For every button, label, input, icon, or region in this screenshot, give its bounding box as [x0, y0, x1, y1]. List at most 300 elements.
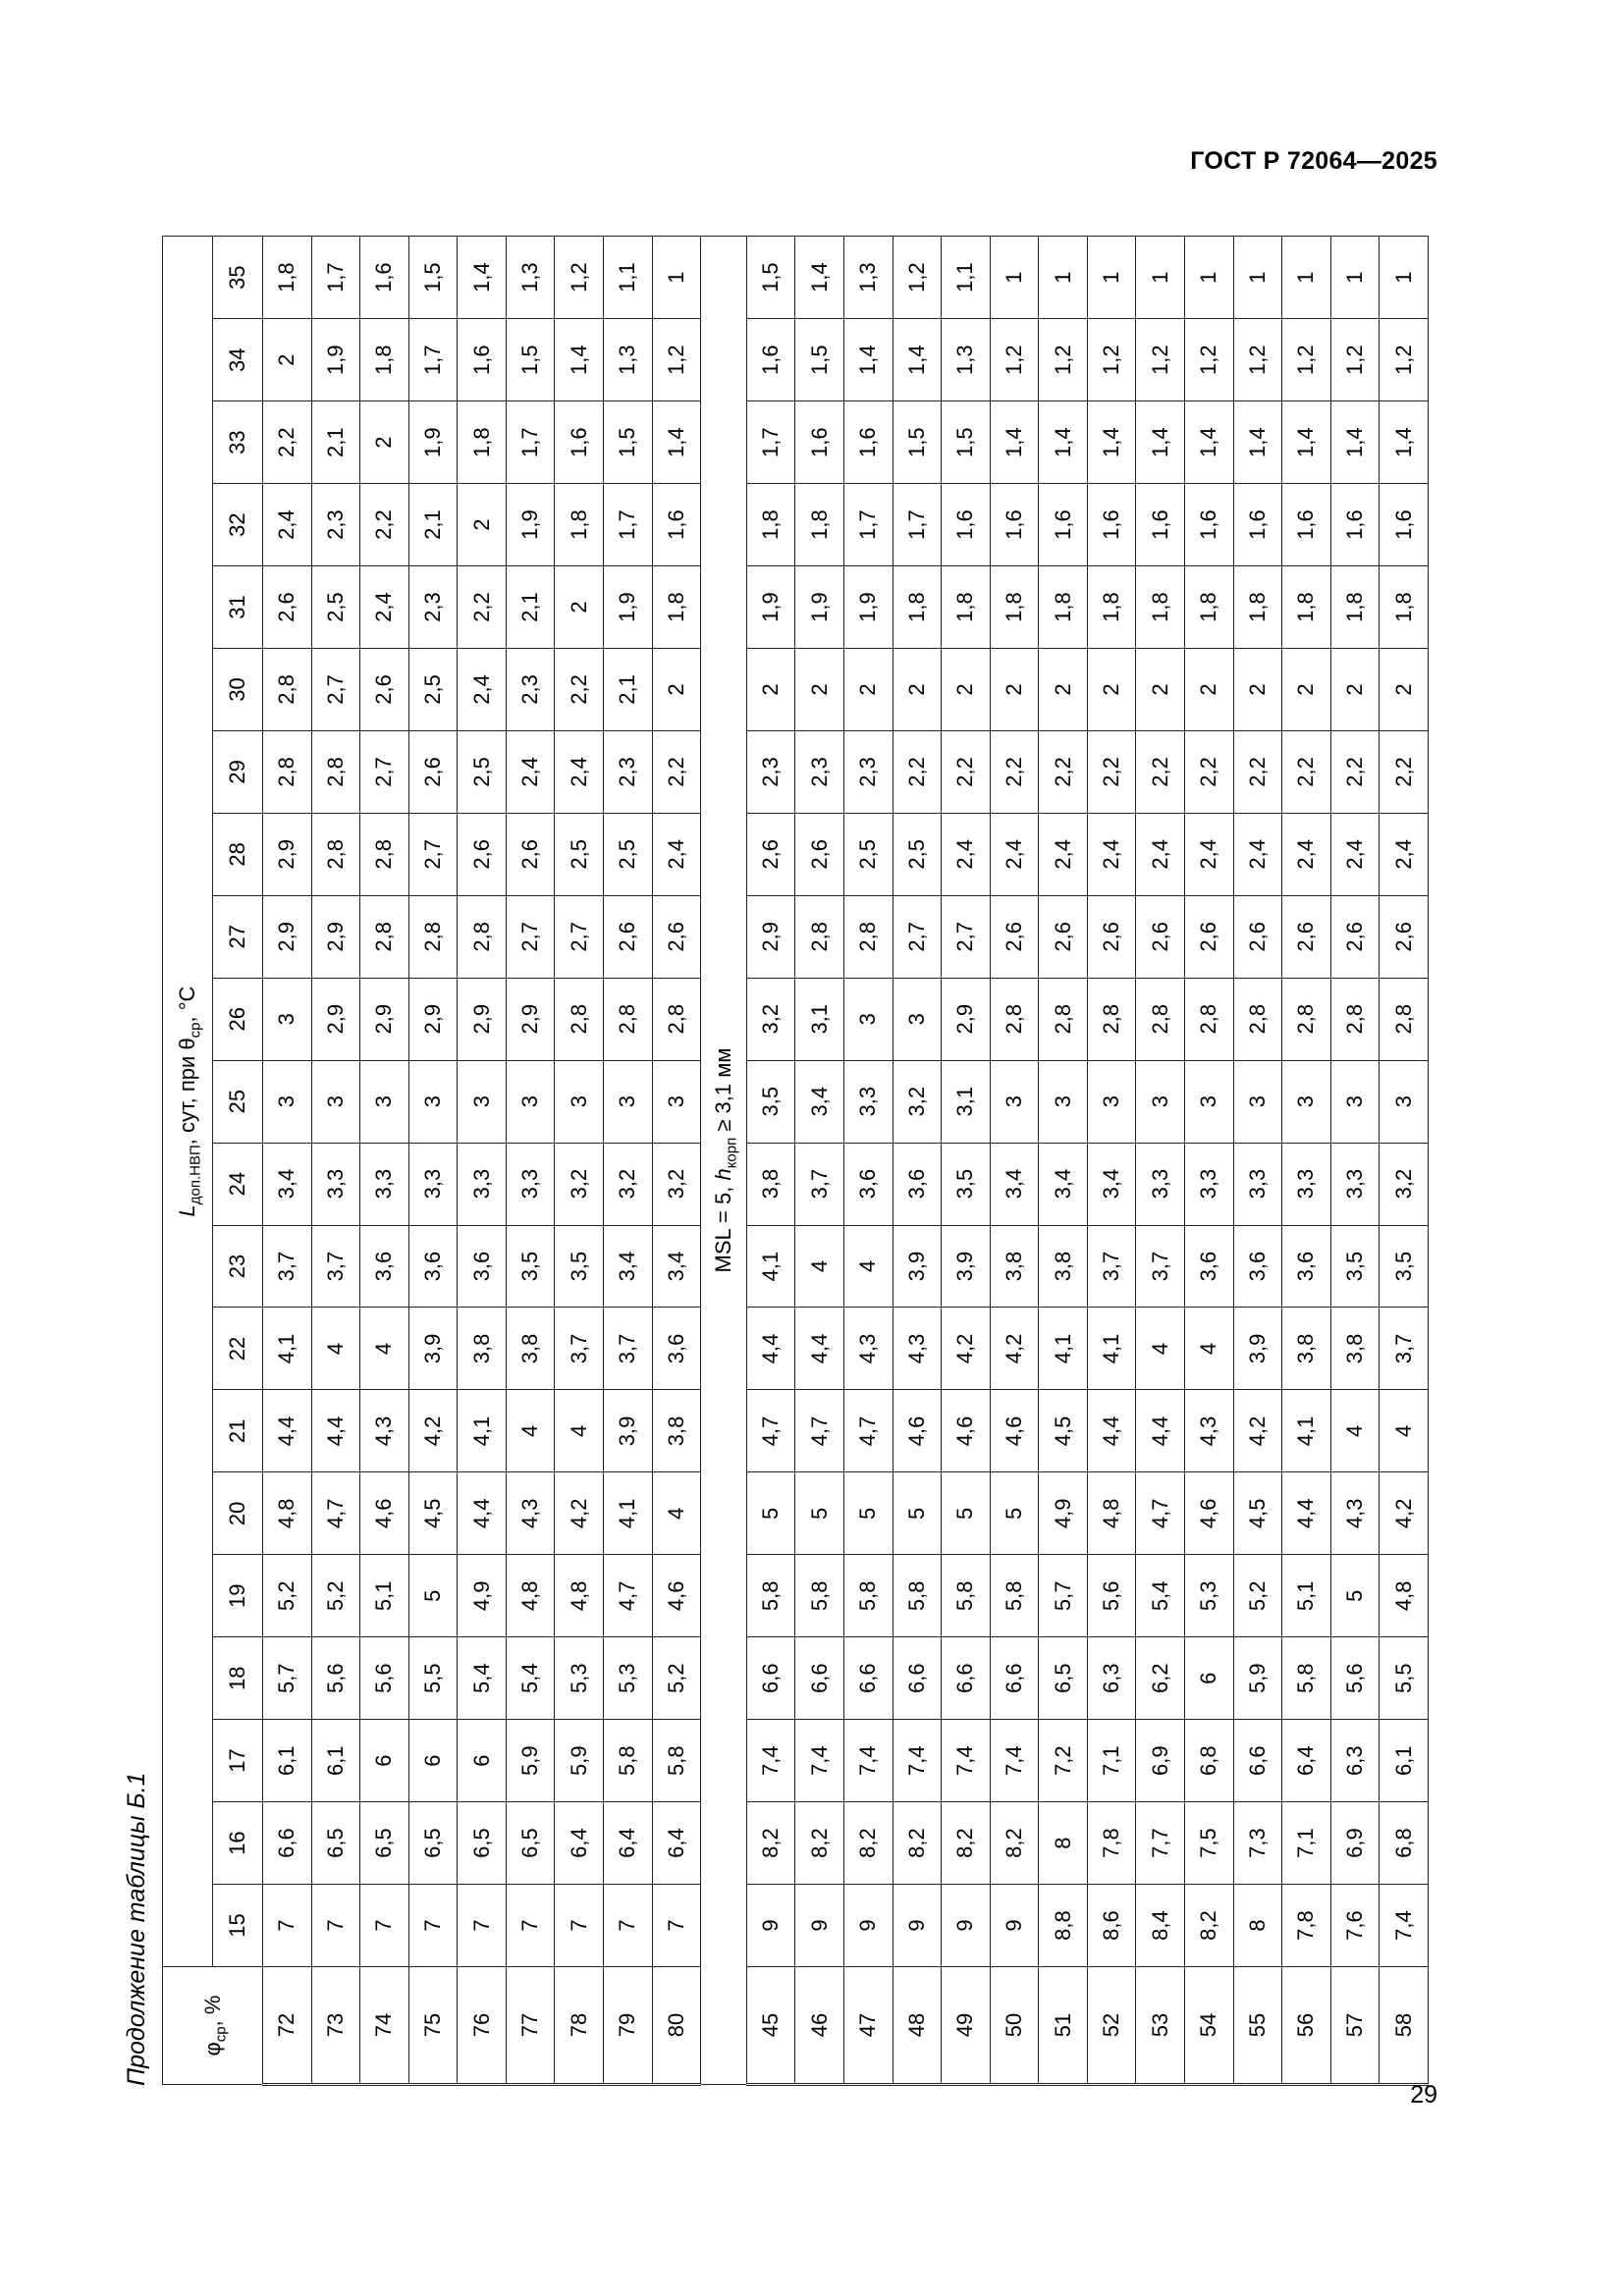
table-cell: 3	[893, 978, 942, 1060]
table-cell: 2,6	[746, 813, 795, 895]
table-cell: 3,6	[652, 1308, 701, 1390]
table-row	[1087, 237, 1136, 2085]
table-cell: 2,8	[795, 895, 844, 978]
table-cell: 2	[458, 484, 507, 566]
row-phi-value: 78	[555, 1967, 604, 2085]
temperature-col-header: 25	[213, 1060, 263, 1143]
table-cell: 6,6	[843, 1637, 893, 1720]
table-cell: 3,9	[604, 1390, 653, 1472]
table-cell: 3,2	[652, 1143, 701, 1225]
table-cell: 2,4	[506, 730, 555, 813]
table-cell: 2,8	[1087, 978, 1136, 1060]
table-cell: 4	[311, 1308, 360, 1390]
table-cell: 8,6	[1087, 1885, 1136, 1967]
table-cell: 7	[311, 1885, 360, 1967]
table-cell: 3,6	[1282, 1225, 1331, 1308]
table-cell: 2,9	[263, 895, 312, 978]
table-cell: 1,7	[311, 237, 360, 319]
table-cell: 2,2	[1330, 730, 1380, 813]
table-cell: 4,6	[1184, 1472, 1233, 1555]
table-cell: 1	[1330, 237, 1380, 319]
table-cell: 6,1	[1380, 1720, 1429, 1802]
row-phi-value: 51	[1039, 1967, 1088, 2085]
table-cell: 3,4	[263, 1143, 312, 1225]
table-cell: 2,8	[1233, 978, 1282, 1060]
table-cell: 1,4	[1184, 401, 1233, 484]
row-phi-value: 55	[1233, 1967, 1282, 2085]
table-row	[795, 237, 844, 2085]
table-cell: 3,3	[311, 1143, 360, 1225]
table-cell: 2,1	[604, 649, 653, 731]
table-cell: 1,5	[942, 401, 991, 484]
table-cell: 1,7	[746, 401, 795, 484]
table-cell: 2,1	[506, 566, 555, 649]
table-cell: 2,9	[311, 978, 360, 1060]
table-cell: 3,6	[1233, 1225, 1282, 1308]
table-cell: 1,9	[311, 319, 360, 401]
table-cell: 1,9	[408, 401, 458, 484]
table-cell: 3,7	[555, 1308, 604, 1390]
temperature-col-header: 24	[213, 1143, 263, 1225]
table-cell: 1,2	[652, 319, 701, 401]
table-cell: 1,8	[360, 319, 409, 401]
table-cell: 4,1	[1282, 1390, 1331, 1472]
table-cell: 2,8	[311, 730, 360, 813]
table-cell: 2,6	[604, 895, 653, 978]
table-cell: 6,8	[1380, 1802, 1429, 1885]
table-cell: 1,6	[458, 319, 507, 401]
table-row	[311, 237, 360, 2085]
table-cell: 4,4	[1136, 1390, 1185, 1472]
table-cell: 1,6	[1282, 484, 1331, 566]
table-cell: 4,7	[843, 1390, 893, 1472]
table-cell: 1,4	[843, 319, 893, 401]
table-cell: 3,4	[652, 1225, 701, 1308]
table-cell: 2,2	[360, 484, 409, 566]
table-cell: 2,8	[990, 978, 1039, 1060]
table-cell: 1,6	[1233, 484, 1282, 566]
table-cell: 2,7	[942, 895, 991, 978]
table-cell: 1	[1039, 237, 1088, 319]
table-cell: 2,6	[1184, 895, 1233, 978]
table-cell: 8,2	[1184, 1885, 1233, 1967]
table-cell: 4	[652, 1472, 701, 1555]
table-cell: 7	[555, 1885, 604, 1967]
table-cell: 4	[795, 1225, 844, 1308]
table-cell: 6,4	[555, 1802, 604, 1885]
table-cell: 1	[1087, 237, 1136, 319]
table-cell: 4,7	[795, 1390, 844, 1472]
table-cell: 3,1	[795, 978, 844, 1060]
table-cell: 2,2	[458, 566, 507, 649]
table-cell: 6,1	[263, 1720, 312, 1802]
table-cell: 9	[746, 1885, 795, 1967]
table-cell: 3,8	[990, 1225, 1039, 1308]
temperature-col-header: 26	[213, 978, 263, 1060]
table-cell: 3,5	[942, 1143, 991, 1225]
table-cell: 2,3	[746, 730, 795, 813]
table-cell: 4,3	[360, 1390, 409, 1472]
table-cell: 6,5	[408, 1802, 458, 1885]
table-cell: 6,5	[360, 1802, 409, 1885]
table-cell: 2,3	[843, 730, 893, 813]
table-cell: 8,2	[893, 1802, 942, 1885]
row-phi-value: 47	[843, 1967, 893, 2085]
temperature-col-header: 35	[213, 237, 263, 319]
table-cell: 2,8	[1136, 978, 1185, 1060]
table-cell: 5,1	[1282, 1555, 1331, 1637]
table-cell: 1,4	[652, 401, 701, 484]
table-cell: 3,5	[506, 1225, 555, 1308]
table-cell: 7	[604, 1885, 653, 1967]
table-cell: 3,3	[458, 1143, 507, 1225]
table-block-b	[746, 237, 1428, 2085]
table-row	[942, 237, 991, 2085]
table-row	[1039, 237, 1088, 2085]
table-row	[652, 237, 701, 2085]
row-phi-value: 58	[1380, 1967, 1429, 2085]
table-cell: 2,1	[311, 401, 360, 484]
table-row	[604, 237, 653, 2085]
table-caption: Продолжение таблицы Б.1	[123, 1772, 150, 2086]
table-cell: 5,8	[652, 1720, 701, 1802]
table-cell: 4,2	[1380, 1472, 1429, 1555]
table-cell: 2,4	[1136, 813, 1185, 895]
table-cell: 3,6	[1184, 1225, 1233, 1308]
table-cell: 2,9	[746, 895, 795, 978]
table-cell: 6,3	[1330, 1720, 1380, 1802]
table-cell: 3	[652, 1060, 701, 1143]
table-cell: 1,8	[746, 484, 795, 566]
table-cell: 1,8	[1233, 566, 1282, 649]
table-cell: 1,5	[893, 401, 942, 484]
table-cell: 2,8	[652, 978, 701, 1060]
table-cell: 2,5	[408, 649, 458, 731]
table-cell: 4	[555, 1390, 604, 1472]
table-cell: 3,2	[604, 1143, 653, 1225]
table-cell: 2,5	[893, 813, 942, 895]
table-cell: 2,8	[458, 895, 507, 978]
table-cell: 3,6	[360, 1225, 409, 1308]
table-cell: 7,4	[843, 1720, 893, 1802]
table-cell: 2,2	[942, 730, 991, 813]
table-cell: 2,8	[311, 813, 360, 895]
table-cell: 1,6	[1136, 484, 1185, 566]
table-row	[843, 237, 893, 2085]
table-cell: 4,5	[1233, 1472, 1282, 1555]
table-cell: 2,4	[1330, 813, 1380, 895]
table-cell: 3	[990, 1060, 1039, 1143]
table-cell: 4,4	[746, 1308, 795, 1390]
table-cell: 6,5	[1039, 1637, 1088, 1720]
table-cell: 5	[843, 1472, 893, 1555]
table-cell: 2,8	[555, 978, 604, 1060]
temperature-col-header: 19	[213, 1555, 263, 1637]
table-cell: 2,2	[1136, 730, 1185, 813]
temperature-col-header: 30	[213, 649, 263, 731]
table-cell: 3	[263, 1060, 312, 1143]
table-cell: 2,2	[1087, 730, 1136, 813]
table-cell: 5,8	[1282, 1637, 1331, 1720]
table-cell: 1,7	[506, 401, 555, 484]
table-cell: 8,2	[843, 1802, 893, 1885]
table-cell: 4,3	[1330, 1472, 1380, 1555]
table-cell: 1,6	[795, 401, 844, 484]
table-cell: 2,6	[1233, 895, 1282, 978]
table-cell: 4,7	[1136, 1472, 1185, 1555]
table-cell: 2	[1233, 649, 1282, 731]
table-cell: 5,8	[746, 1555, 795, 1637]
table-cell: 7	[506, 1885, 555, 1967]
table-cell: 4,3	[893, 1308, 942, 1390]
table-cell: 7	[652, 1885, 701, 1967]
table-cell: 2,4	[990, 813, 1039, 895]
table-cell: 4,6	[652, 1555, 701, 1637]
table-cell: 5,4	[458, 1637, 507, 1720]
table-cell: 4,6	[990, 1390, 1039, 1472]
table-cell: 5,5	[408, 1637, 458, 1720]
table-cell: 4,1	[746, 1225, 795, 1308]
table-cell: 2,8	[263, 730, 312, 813]
temperature-col-header: 34	[213, 319, 263, 401]
table-cell: 3,7	[1136, 1225, 1185, 1308]
table-cell: 2	[893, 649, 942, 731]
table-cell: 6,9	[1136, 1720, 1185, 1802]
table-cell: 1,6	[990, 484, 1039, 566]
row-phi-value: 56	[1282, 1967, 1331, 2085]
table-cell: 2	[746, 649, 795, 731]
table-cell: 2,6	[990, 895, 1039, 978]
table-cell: 4,3	[1184, 1390, 1233, 1472]
table-row	[990, 237, 1039, 2085]
table-cell: 7	[408, 1885, 458, 1967]
table-cell: 2	[1184, 649, 1233, 731]
table-cell: 4,2	[942, 1308, 991, 1390]
table-cell: 1	[1136, 237, 1185, 319]
table-cell: 7,4	[942, 1720, 991, 1802]
table-cell: 2,2	[1039, 730, 1088, 813]
table-cell: 4,7	[311, 1472, 360, 1555]
table-cell: 5,4	[506, 1637, 555, 1720]
table-cell: 7,7	[1136, 1802, 1185, 1885]
table-cell: 6,6	[795, 1637, 844, 1720]
table-cell: 3,9	[408, 1308, 458, 1390]
table-cell: 3,8	[652, 1390, 701, 1472]
rotated-table-area	[123, 236, 1429, 2086]
table-cell: 2,2	[1184, 730, 1233, 813]
row-phi-value: 79	[604, 1967, 653, 2085]
table-cell: 3	[1087, 1060, 1136, 1143]
table-cell: 6	[360, 1720, 409, 1802]
table-cell: 2,3	[795, 730, 844, 813]
row-phi-value: 57	[1330, 1967, 1380, 2085]
table-cell: 8,2	[746, 1802, 795, 1885]
table-cell: 1,2	[1330, 319, 1380, 401]
table-cell: 4,4	[1087, 1390, 1136, 1472]
table-cell: 6,9	[1330, 1802, 1380, 1885]
row-phi-value: 49	[942, 1967, 991, 2085]
table-cell: 2,5	[555, 813, 604, 895]
table-cell: 3,4	[990, 1143, 1039, 1225]
table-cell: 3,3	[506, 1143, 555, 1225]
table-cell: 5,3	[555, 1637, 604, 1720]
table-row	[555, 237, 604, 2085]
table-cell: 7,3	[1233, 1802, 1282, 1885]
table-cell: 8	[1233, 1885, 1282, 1967]
table-cell: 5	[1330, 1555, 1380, 1637]
table-cell: 4	[360, 1308, 409, 1390]
table-cell: 3,3	[1330, 1143, 1380, 1225]
table-cell: 6,4	[1282, 1720, 1331, 1802]
table-cell: 5,9	[555, 1720, 604, 1802]
table-cell: 2,4	[1233, 813, 1282, 895]
table-cell: 1,6	[942, 484, 991, 566]
table-cell: 3,7	[263, 1225, 312, 1308]
table-cell: 5	[746, 1472, 795, 1555]
table-cell: 7	[458, 1885, 507, 1967]
table-cell: 3,6	[893, 1143, 942, 1225]
table-cell: 4,5	[408, 1472, 458, 1555]
table-cell: 3,5	[746, 1060, 795, 1143]
table-cell: 2,4	[652, 813, 701, 895]
table-cell: 1,8	[555, 484, 604, 566]
table-cell: 3	[458, 1060, 507, 1143]
table-cell: 6,6	[893, 1637, 942, 1720]
table-cell: 1,2	[1184, 319, 1233, 401]
table-cell: 3	[555, 1060, 604, 1143]
table-cell: 5,7	[1039, 1555, 1088, 1637]
table-cell: 1,7	[843, 484, 893, 566]
table-cell: 2,6	[1282, 895, 1331, 978]
table-cell: 3	[1330, 1060, 1380, 1143]
table-cell: 4,8	[263, 1472, 312, 1555]
table-cell: 1,2	[893, 237, 942, 319]
table-cell: 4,8	[506, 1555, 555, 1637]
table-row	[263, 237, 312, 2085]
table-cell: 2,4	[1039, 813, 1088, 895]
table-cell: 5,5	[1380, 1637, 1429, 1720]
table-cell: 3,9	[942, 1225, 991, 1308]
row-header-phi: $\varphi_{ср}$, %	[163, 1967, 263, 2085]
table-cell: 2,6	[1380, 895, 1429, 978]
table-cell: 1,8	[458, 401, 507, 484]
table-cell: 3,8	[746, 1143, 795, 1225]
temperature-col-header: 20	[213, 1472, 263, 1555]
table-cell: 3,4	[1039, 1143, 1088, 1225]
table-cell: 2	[1330, 649, 1380, 731]
table-cell: 6,3	[1087, 1637, 1136, 1720]
table-cell: 5,3	[1184, 1555, 1233, 1637]
table-cell: 2,3	[311, 484, 360, 566]
table-cell: 2	[1136, 649, 1185, 731]
table-cell: 3,7	[311, 1225, 360, 1308]
table-cell: 6,6	[942, 1637, 991, 1720]
table-cell: 2,7	[506, 895, 555, 978]
table-cell: 3,4	[604, 1225, 653, 1308]
table-cell: 6,1	[311, 1720, 360, 1802]
table-cell: 5	[408, 1555, 458, 1637]
table-cell: 2	[1282, 649, 1331, 731]
table-cell: 3	[1380, 1060, 1429, 1143]
table-cell: 4,4	[263, 1390, 312, 1472]
table-cell: 4,1	[458, 1390, 507, 1472]
table-cell: 2	[360, 401, 409, 484]
table-cell: 3,6	[458, 1225, 507, 1308]
table-cell: 1,8	[652, 566, 701, 649]
row-phi-value: 72	[263, 1967, 312, 2085]
table-row	[1330, 237, 1380, 2085]
table-cell: 1,2	[1087, 319, 1136, 401]
table-cell: 3	[604, 1060, 653, 1143]
table-cell: 2,9	[360, 978, 409, 1060]
table-cell: 2,4	[942, 813, 991, 895]
row-phi-value: 52	[1087, 1967, 1136, 2085]
table-row	[1136, 237, 1185, 2085]
table-cell: 5	[942, 1472, 991, 1555]
table-cell: 2,2	[1282, 730, 1331, 813]
table-cell: 1,8	[795, 484, 844, 566]
temperature-col-header: 27	[213, 895, 263, 978]
table-cell: 3,7	[1380, 1308, 1429, 1390]
table-cell: 7,1	[1282, 1802, 1331, 1885]
table-cell: 4,2	[555, 1472, 604, 1555]
table-cell: 2,4	[263, 484, 312, 566]
table-cell: 3,8	[1039, 1225, 1088, 1308]
table-cell: 1,7	[604, 484, 653, 566]
table-row	[458, 237, 507, 2085]
table-cell: 8,8	[1039, 1885, 1088, 1967]
table-cell: 4,1	[1039, 1308, 1088, 1390]
table-cell: 4	[1184, 1308, 1233, 1390]
page-number: 29	[1410, 2081, 1437, 2109]
table-cell: 1,4	[1087, 401, 1136, 484]
table-cell: 1,5	[408, 237, 458, 319]
table-cell: 1,4	[555, 319, 604, 401]
table-cell: 4,1	[263, 1308, 312, 1390]
table-cell: 2	[942, 649, 991, 731]
table-cell: 6,8	[1184, 1720, 1233, 1802]
table-cell: 7	[263, 1885, 312, 1967]
table-cell: 3,8	[458, 1308, 507, 1390]
table-cell: 1,4	[1233, 401, 1282, 484]
table-cell: 4,9	[458, 1555, 507, 1637]
row-phi-value: 80	[652, 1967, 701, 2085]
table-cell: 7,4	[746, 1720, 795, 1802]
table-cell: 2,7	[555, 895, 604, 978]
table-cell: 3,8	[506, 1308, 555, 1390]
table-cell: 1,3	[843, 237, 893, 319]
table-cell: 1	[990, 237, 1039, 319]
table-cell: 3,2	[893, 1060, 942, 1143]
table-cell: 2,6	[1039, 895, 1088, 978]
table-cell: 7,5	[1184, 1802, 1233, 1885]
table-cell: 1,4	[1380, 401, 1429, 484]
table-cell: 6,5	[458, 1802, 507, 1885]
table-cell: 2,1	[408, 484, 458, 566]
table-cell: 8,2	[795, 1802, 844, 1885]
table-cell: 1	[1380, 237, 1429, 319]
table-cell: 7,4	[795, 1720, 844, 1802]
table-cell: 7,1	[1087, 1720, 1136, 1802]
table-cell: 2,3	[604, 730, 653, 813]
table-cell: 2,4	[458, 649, 507, 731]
table-cell: 2	[555, 566, 604, 649]
table-cell: 2,5	[311, 566, 360, 649]
table-cell: 1,2	[555, 237, 604, 319]
table-cell: 7,2	[1039, 1720, 1088, 1802]
table-cell: 1,1	[604, 237, 653, 319]
table-cell: 9	[795, 1885, 844, 1967]
